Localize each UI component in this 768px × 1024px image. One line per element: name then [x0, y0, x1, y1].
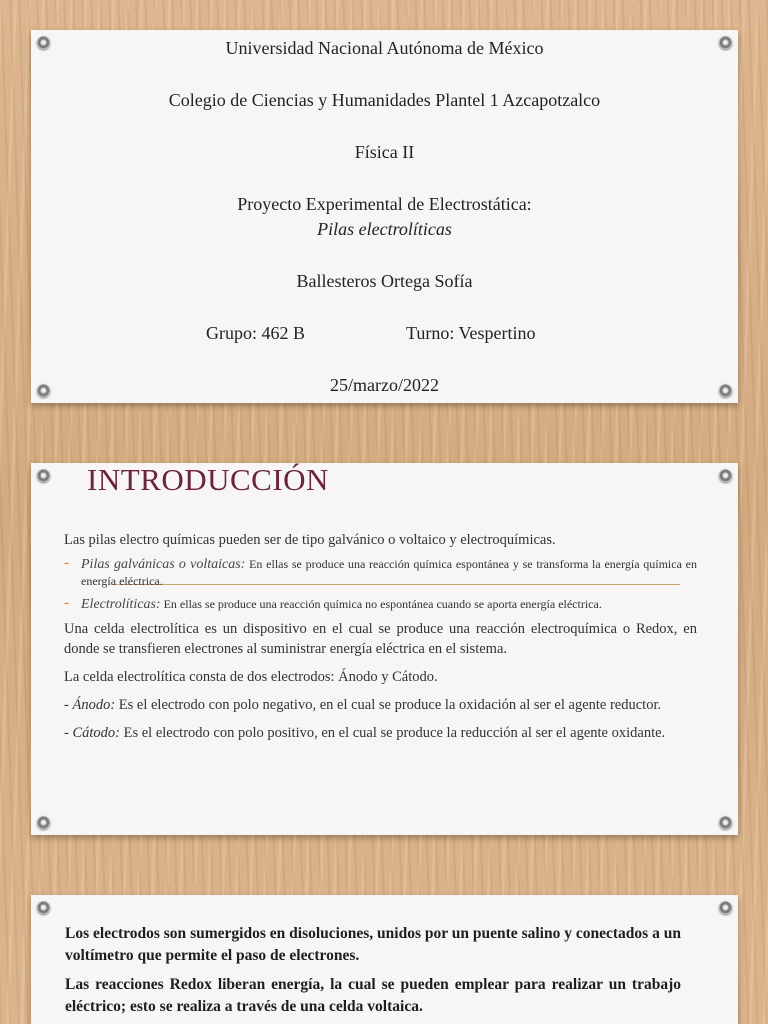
subject-name: Física II	[354, 142, 415, 162]
author-name: Ballesteros Ortega Sofía	[296, 271, 473, 291]
introduction-slide	[31, 463, 738, 835]
project-subtitle: Pilas electrolíticas	[317, 219, 452, 239]
shift-label: Turno: Vespertino	[406, 323, 536, 343]
dash-bullet: -	[64, 595, 69, 611]
pushpin-icon	[719, 901, 732, 914]
cathode-prefix: -	[64, 725, 73, 741]
intro-paragraph: Las pilas electro químicas pueden ser de tipo galvánico o voltaico y electroquímicas.	[64, 532, 556, 548]
pushpin-icon	[37, 469, 50, 482]
electrodes-description: Los electrodos son sumergidos en disoluciones, unidos por un puente salino y conectados a un voltímetro que permite el paso de electrones.	[65, 925, 681, 964]
project-title: Proyecto Experimental de Electrostática:	[237, 194, 532, 214]
slide-body	[65, 923, 681, 1024]
bullet-text: En ellas se produce una reacción química no espontánea cuando se aporta energía eléctrica.	[160, 597, 602, 611]
cathode-paragraph	[64, 723, 697, 743]
anode-text: Es el electrodo con polo negativo, en el cual se produce la oxidación al ser el agente reductor.	[115, 697, 662, 713]
slide-title: INTRODUCCIÓN	[87, 462, 329, 497]
list-item	[64, 556, 697, 590]
cathode-term: Cátodo:	[72, 725, 120, 741]
pushpin-icon	[37, 816, 50, 829]
anode-term: Ánodo:	[72, 697, 116, 713]
cathode-text: Es el electrodo con polo positivo, en el cual se produce la reducción al ser el agente oxidante.	[120, 725, 666, 741]
anode-paragraph	[64, 695, 697, 715]
bullet-term: Pilas galvánicas o voltaicas:	[81, 557, 246, 572]
university-name: Universidad Nacional Autónoma de México	[225, 38, 544, 58]
date-label: 25/marzo/2022	[330, 375, 439, 395]
redox-description: Las reacciones Redox liberan energía, la cual se pueden emplear para realizar un trabajo eléctrico; esto se realiza a través de una celda voltaica.	[65, 976, 681, 1015]
pushpin-icon	[37, 901, 50, 914]
college-name: Colegio de Ciencias y Humanidades Plantel 1 Azcapotzalco	[168, 90, 601, 110]
title-slide	[31, 30, 738, 403]
pushpin-icon	[719, 816, 732, 829]
anode-prefix: -	[64, 697, 73, 713]
list-item	[64, 596, 697, 613]
bullet-text: En ellas se produce una reacción química espontánea y se transforma la energía química en energía eléctrica.	[81, 557, 697, 588]
group-label: Grupo: 462 B	[206, 323, 305, 343]
content-slide	[31, 895, 738, 1024]
dash-bullet: -	[64, 555, 69, 571]
pushpin-icon	[719, 469, 732, 482]
slide-body	[64, 530, 697, 751]
electrolytic-cell-paragraph: Una celda electrolítica es un dispositivo en el cual se produce una reacción electroquímica o Redox, en donde se transfieren electrones al suministrar energía eléctrica en el sistema.	[64, 621, 697, 657]
electrodes-paragraph: La celda electrolítica consta de dos electrodos: Ánodo y Cátodo.	[64, 669, 438, 685]
bullet-term: Electrolíticas:	[81, 597, 161, 612]
